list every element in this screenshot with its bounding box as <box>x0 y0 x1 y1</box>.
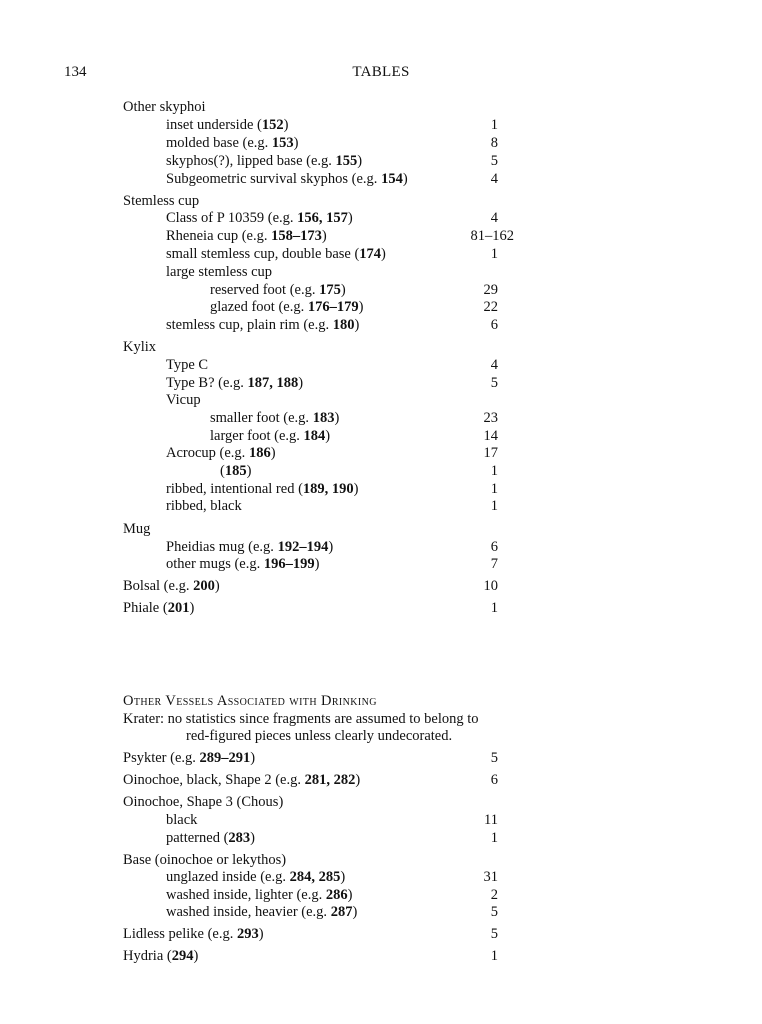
label-text: ) <box>354 317 360 333</box>
label-text: Pheidias mug (e.g. <box>166 539 278 555</box>
count-value: 4 <box>490 357 498 373</box>
count-value: 5 <box>490 153 498 169</box>
label-text: ) <box>258 926 264 942</box>
label-text: ) <box>321 228 327 244</box>
table-row <box>0 356 762 374</box>
group-heading <box>0 192 762 210</box>
row-label <box>123 599 194 617</box>
row-label <box>166 134 299 152</box>
catalogue-number: 192–194 <box>277 539 329 555</box>
catalogue-number: 289–291 <box>199 750 251 766</box>
table-row <box>0 227 762 245</box>
row-label <box>166 152 362 170</box>
section-heading <box>0 692 762 710</box>
label-text: ) <box>283 117 289 133</box>
row-label: Other Vessels Associated with Drinking <box>123 693 377 709</box>
label-text: Oinochoe, black, Shape 2 (e.g. <box>123 772 305 788</box>
row-label <box>166 868 345 886</box>
catalogue-number: 153 <box>271 135 294 151</box>
label-text: ) <box>293 135 299 151</box>
table-row <box>0 868 762 886</box>
label-text: ) <box>328 539 334 555</box>
label-text: ) <box>347 887 353 903</box>
table-row <box>0 811 762 829</box>
label-text: Type B? (e.g. <box>166 375 248 391</box>
row-label: Oinochoe, Shape 3 (Chous) <box>123 794 284 810</box>
table-row <box>0 170 762 188</box>
count-value: 1 <box>490 246 498 262</box>
label-text: ribbed, intentional red ( <box>166 481 303 497</box>
count-value: 8 <box>490 135 498 151</box>
label-text: Type C <box>166 357 209 373</box>
catalogue-number: 155 <box>335 153 358 169</box>
label-text: Rheneia cup (e.g. <box>166 228 272 244</box>
row-label <box>166 903 357 921</box>
table-row <box>0 577 762 595</box>
table-row <box>0 710 762 728</box>
catalogue-number: 281, 282 <box>304 772 356 788</box>
count-value: 5 <box>490 904 498 920</box>
row-label <box>123 771 360 789</box>
table-row <box>0 152 762 170</box>
label-text: ) <box>352 904 358 920</box>
table-row <box>0 427 762 445</box>
label-text: ) <box>325 428 331 444</box>
catalogue-number: 189, 190 <box>302 481 354 497</box>
table-row <box>0 727 762 745</box>
table-row <box>0 829 762 847</box>
count-value: 1 <box>490 830 498 846</box>
count-value: 4 <box>490 171 498 187</box>
table-row <box>0 444 762 462</box>
row-label <box>166 374 303 392</box>
count-value: 6 <box>490 539 498 555</box>
row-label <box>166 391 201 409</box>
label-text: ) <box>357 153 363 169</box>
label-text: ( <box>220 463 225 479</box>
row-label <box>123 947 198 965</box>
table-row <box>0 771 762 789</box>
row-label <box>166 886 352 904</box>
count-value: 81–162 <box>470 228 514 244</box>
table-row <box>0 903 762 921</box>
label-text: washed inside, heavier (e.g. <box>166 904 331 920</box>
label-text: molded base (e.g. <box>166 135 272 151</box>
table-row <box>0 462 762 480</box>
catalogue-number: 174 <box>359 246 382 262</box>
catalogue-number: 158–173 <box>271 228 322 244</box>
table-row <box>0 749 762 767</box>
row-label <box>166 263 272 281</box>
table-row <box>0 316 762 334</box>
row-label: Other skyphoi <box>123 99 206 115</box>
label-text: Vicup <box>166 392 201 408</box>
catalogue-number: 152 <box>261 117 284 133</box>
table-row <box>0 409 762 427</box>
table-row <box>0 298 762 316</box>
catalogue-number: 185 <box>224 463 247 479</box>
table-row <box>0 116 762 134</box>
table-row <box>0 947 762 965</box>
label-text: ) <box>381 246 386 262</box>
label-text: ) <box>270 445 276 461</box>
label-text: ) <box>353 481 359 497</box>
label-text: other mugs (e.g. <box>166 556 264 572</box>
count-value: 1 <box>490 600 498 616</box>
label-text: Phiale ( <box>123 600 168 616</box>
count-value: 29 <box>483 282 498 298</box>
count-value: 11 <box>484 812 498 828</box>
table-row <box>0 263 762 281</box>
table-row <box>0 555 762 573</box>
row-label <box>166 116 288 134</box>
catalogue-number: 183 <box>312 410 335 426</box>
table-row <box>0 599 762 617</box>
row-label <box>123 925 264 943</box>
row-label <box>166 356 208 374</box>
row-label: Base (oinochoe or lekythos) <box>123 852 287 868</box>
count-value: 14 <box>483 428 498 444</box>
label-text: Lidless pelike (e.g. <box>123 926 237 942</box>
label-text: ) <box>214 578 220 594</box>
row-label <box>210 427 330 445</box>
row-label <box>123 749 255 767</box>
row-label <box>166 245 386 263</box>
row-label: red-figured pieces unless clearly undecorated. <box>186 728 453 744</box>
row-label <box>166 209 353 227</box>
row-label: Kylix <box>123 339 157 355</box>
table-row <box>0 538 762 556</box>
label-text: ) <box>193 948 199 964</box>
group-heading <box>0 98 762 116</box>
group-heading <box>0 793 762 811</box>
catalogue-number: 187, 188 <box>247 375 299 391</box>
label-text: black <box>166 812 198 828</box>
row-label <box>166 444 276 462</box>
label-text: ) <box>340 869 346 885</box>
label-text: washed inside, lighter (e.g. <box>166 887 326 903</box>
catalogue-number: 156, 157 <box>297 210 348 226</box>
label-text: ) <box>298 375 304 391</box>
count-value: 1 <box>490 948 498 964</box>
group-heading <box>0 520 762 538</box>
table-row <box>0 886 762 904</box>
count-value: 1 <box>490 481 498 497</box>
row-label <box>166 555 319 573</box>
row-label <box>210 281 346 299</box>
row-label <box>166 316 359 334</box>
label-text: ) <box>250 830 255 846</box>
row-label: Stemless cup <box>123 193 200 209</box>
label-text: ) <box>334 410 340 426</box>
count-value: 2 <box>490 887 498 903</box>
label-text: ) <box>189 600 195 616</box>
table-row <box>0 281 762 299</box>
label-text: ) <box>314 556 320 572</box>
catalogue-number: 283 <box>228 830 251 846</box>
table-row <box>0 374 762 392</box>
row-label <box>220 462 251 480</box>
catalogue-number: 293 <box>236 926 259 942</box>
count-value: 1 <box>490 498 498 514</box>
catalogue-number: 175 <box>319 282 341 298</box>
catalogue-number: 286 <box>325 887 348 903</box>
catalogue-number: 176–179 <box>307 299 359 315</box>
row-label <box>210 298 363 316</box>
label-text: Acrocup (e.g. <box>166 445 249 461</box>
catalogue-number: 186 <box>248 445 271 461</box>
row-label: Krater: no statistics since fragments are assumed to belong to <box>123 711 479 727</box>
catalogue-number: 287 <box>330 904 353 920</box>
label-text: ) <box>347 210 353 226</box>
count-value: 5 <box>490 375 498 391</box>
label-text: ) <box>355 772 361 788</box>
label-text: skyphos(?), lipped base (e.g. <box>166 153 336 169</box>
label-text: ) <box>340 282 346 298</box>
count-value: 6 <box>490 772 498 788</box>
label-text: stemless cup, plain rim (e.g. <box>166 317 333 333</box>
label-text: reserved foot (e.g. <box>210 282 320 298</box>
label-text: inset underside ( <box>166 117 262 133</box>
row-label <box>166 811 197 829</box>
count-value: 23 <box>483 410 498 426</box>
group-heading <box>0 851 762 869</box>
row-label <box>166 227 327 245</box>
catalogue-number: 196–199 <box>263 556 315 572</box>
row-label <box>166 538 333 556</box>
row-label <box>166 170 408 188</box>
label-text: Bolsal (e.g. <box>123 578 194 594</box>
label-text: ribbed, black <box>166 498 242 514</box>
label-text: glazed foot (e.g. <box>210 299 308 315</box>
running-head: TABLES <box>352 64 410 80</box>
row-label <box>166 829 255 847</box>
table-row <box>0 925 762 943</box>
catalogue-number: 154 <box>381 171 403 187</box>
count-value: 5 <box>490 926 498 942</box>
label-text: smaller foot (e.g. <box>210 410 313 426</box>
catalogue-number: 284, 285 <box>289 869 341 885</box>
count-value: 31 <box>483 869 498 885</box>
count-value: 5 <box>490 750 498 766</box>
table-row <box>0 245 762 263</box>
catalogue-number: 180 <box>332 317 355 333</box>
label-text: larger foot (e.g. <box>210 428 304 444</box>
label-text: small stemless cup, double base ( <box>166 246 360 262</box>
table-row <box>0 480 762 498</box>
count-value: 4 <box>490 210 498 226</box>
label-text: Psykter (e.g. <box>123 750 200 766</box>
table-row <box>0 134 762 152</box>
row-label <box>166 497 242 515</box>
page-number: 134 <box>64 64 87 80</box>
label-text: large stemless cup <box>166 264 273 280</box>
label-text: Subgeometric survival skyphos (e.g. <box>166 171 382 187</box>
row-label <box>123 577 220 595</box>
label-text: unglazed inside (e.g. <box>166 869 290 885</box>
count-value: 1 <box>490 117 498 133</box>
table-row <box>0 497 762 515</box>
catalogue-number: 294 <box>171 948 194 964</box>
label-text: ) <box>250 750 256 766</box>
count-value: 10 <box>483 578 498 594</box>
count-value: 1 <box>490 463 498 479</box>
count-value: 6 <box>490 317 498 333</box>
label-text: patterned ( <box>166 830 229 846</box>
row-label: Mug <box>123 521 151 537</box>
label-text: ) <box>358 299 364 315</box>
group-heading <box>0 338 762 356</box>
count-value: 22 <box>483 299 498 315</box>
count-value: 7 <box>490 556 498 572</box>
count-value: 17 <box>483 445 498 461</box>
table-row <box>0 209 762 227</box>
table-row <box>0 391 762 409</box>
row-label <box>210 409 339 427</box>
label-text: Hydria ( <box>123 948 172 964</box>
label-text: ) <box>246 463 252 479</box>
row-label <box>166 480 359 498</box>
label-text: ) <box>402 171 408 187</box>
catalogue-number: 201 <box>167 600 190 616</box>
label-text: Class of P 10359 (e.g. <box>166 210 298 226</box>
catalogue-number: 184 <box>303 428 326 444</box>
catalogue-number: 200 <box>193 578 215 594</box>
